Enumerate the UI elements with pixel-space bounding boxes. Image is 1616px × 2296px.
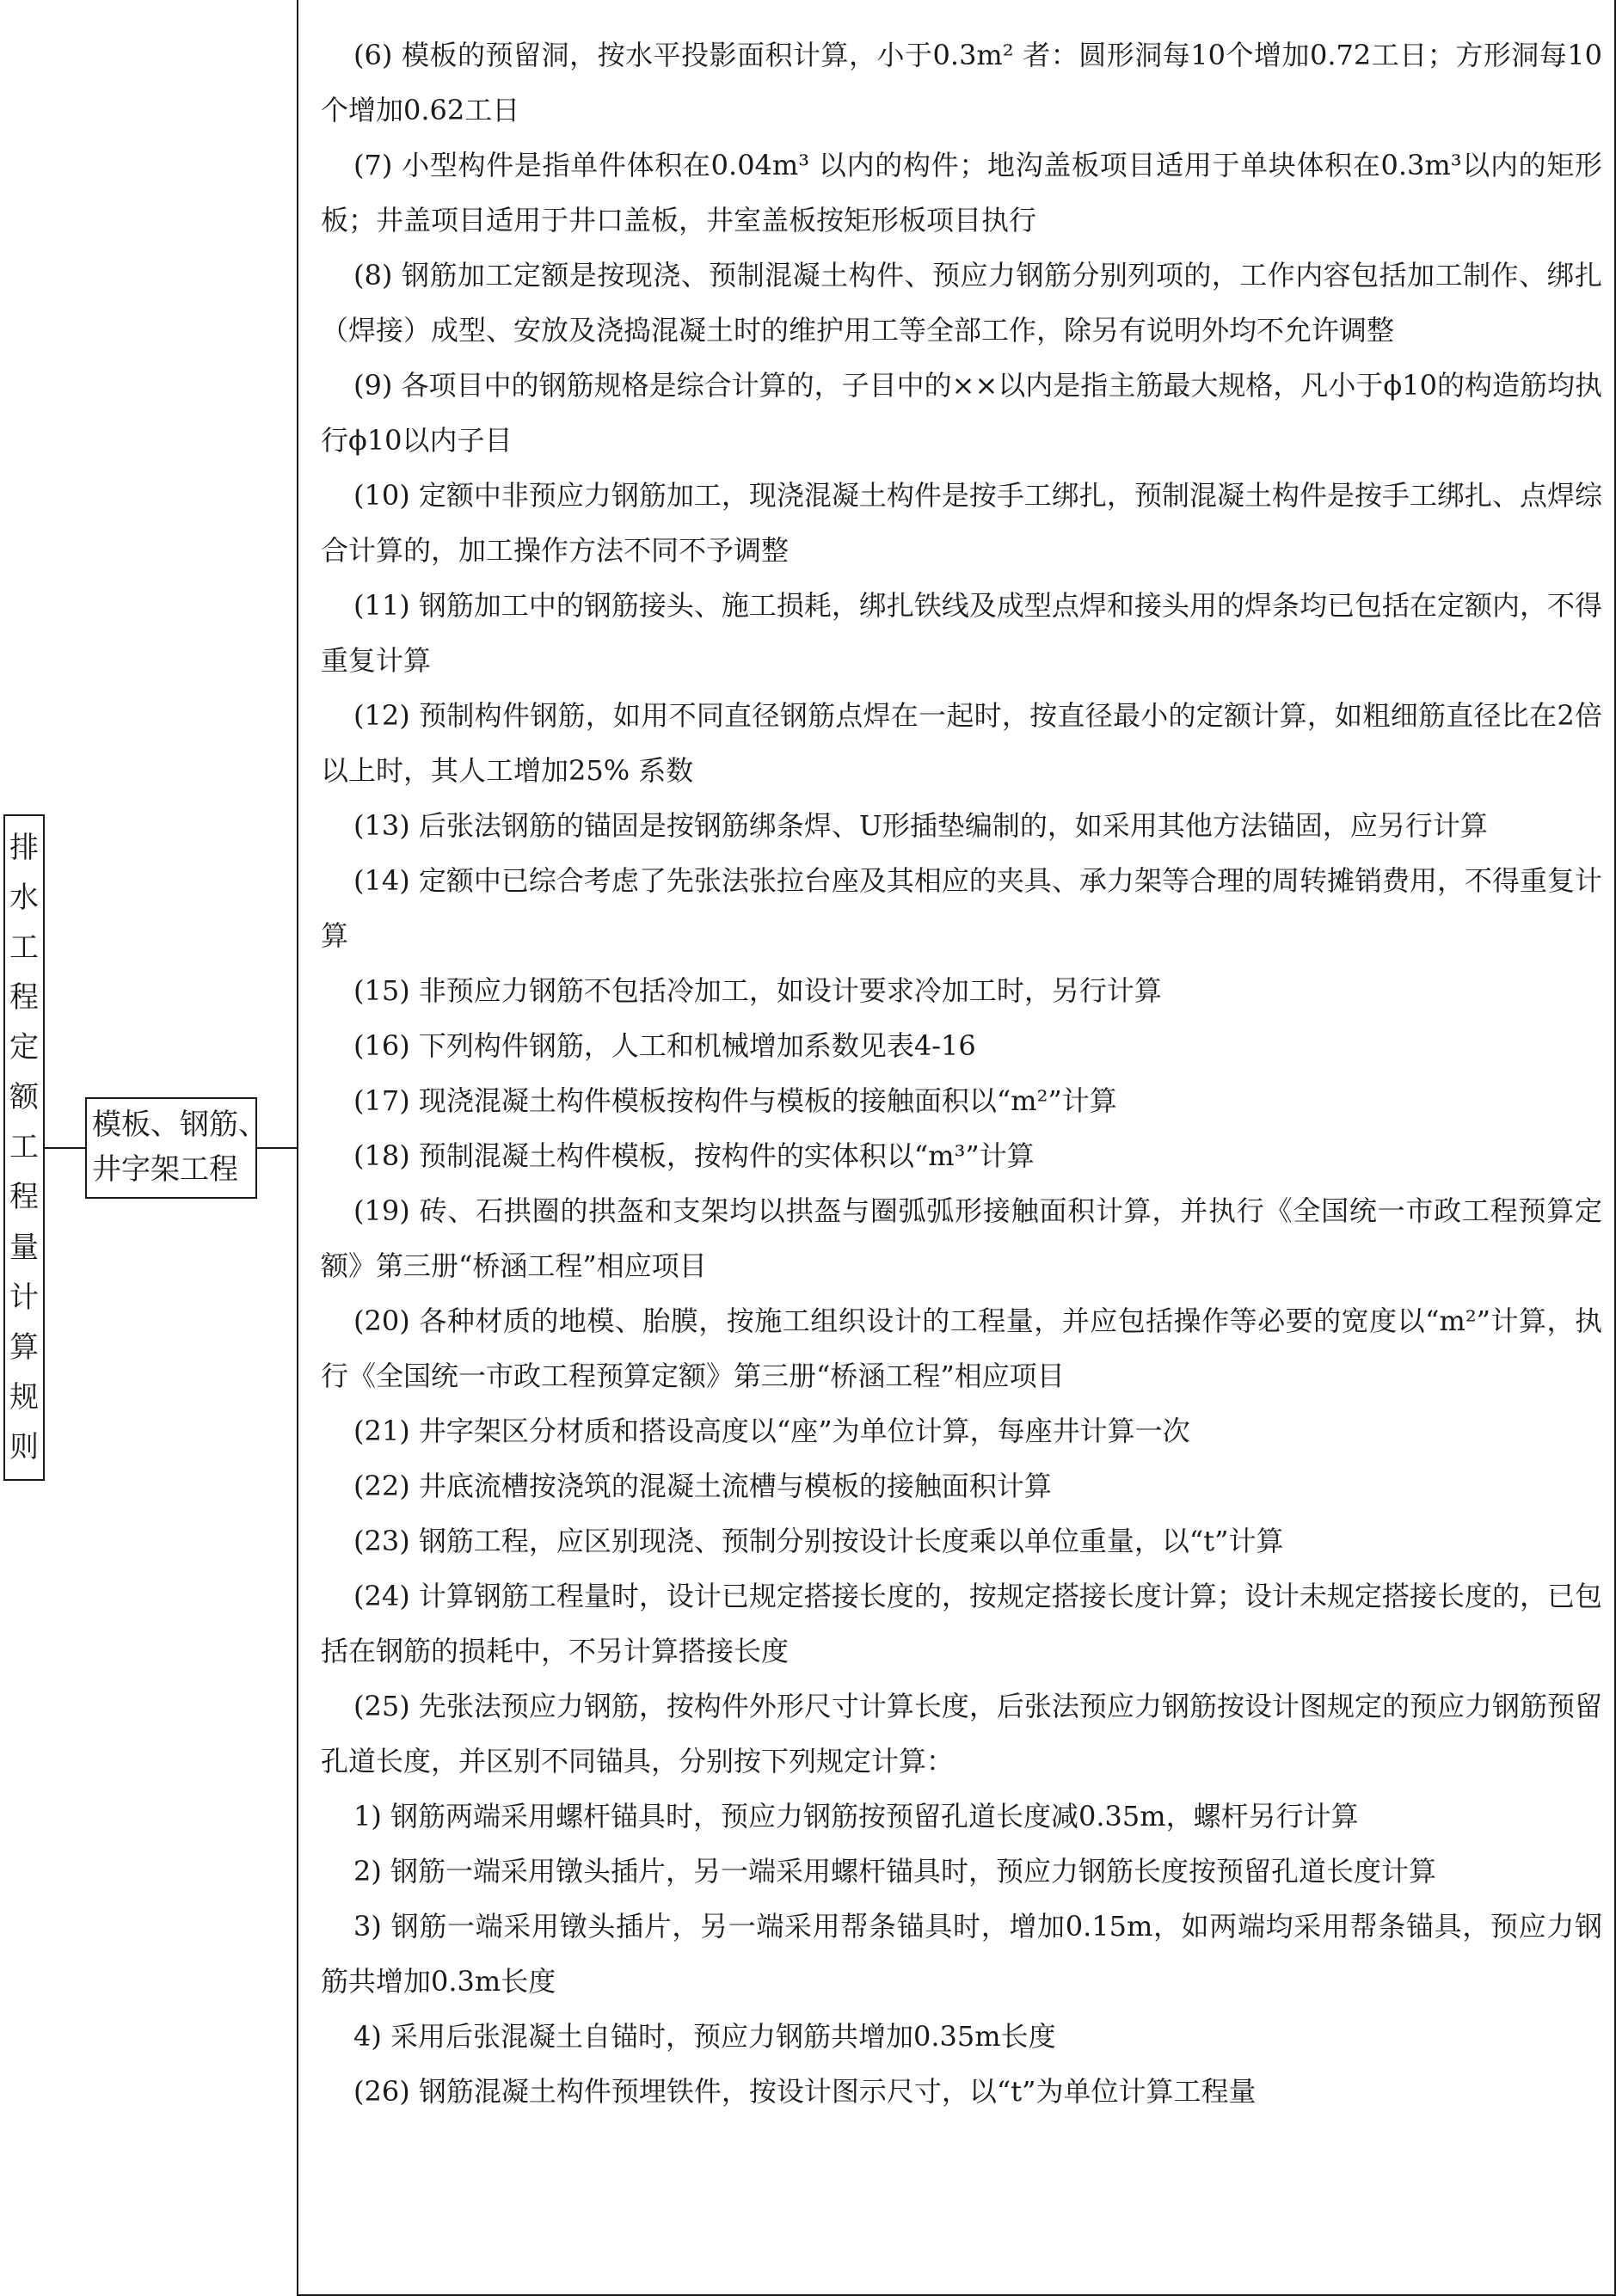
rule-item: 3) 钢筋一端采用镦头插片，另一端采用帮条锚具时，增加0.15m，如两端均采用帮条锚具，预应力钢筋共增加0.3m长度	[321, 1910, 1602, 1998]
rule-item: (8) 钢筋加工定额是按现浇、预制混凝土构件、预应力钢筋分别列项的，工作内容包括加工制作、绑扎（焊接）成型、安放及浇捣混凝土时的维护用工等全部工作，除另有说明外均不允许调整	[321, 259, 1602, 347]
left-title-char: 规	[9, 1379, 39, 1415]
left-title-char: 工	[9, 930, 39, 966]
left-title-char: 计	[9, 1280, 39, 1315]
left-title-char: 排	[9, 831, 39, 866]
connector-line-left	[45, 1147, 85, 1149]
left-title-char: 工	[9, 1130, 39, 1165]
connector-line-right	[257, 1147, 297, 1149]
rule-item: (7) 小型构件是指单件体积在0.04m³ 以内的构件；地沟盖板项目适用于单块体积在0.3m³以内的矩形板；井盖项目适用于井口盖板，井室盖板按矩形板项目执行	[321, 149, 1602, 236]
rule-item: (23) 钢筋工程，应区别现浇、预制分别按设计长度乘以单位重量，以“t”计算	[353, 1525, 1284, 1557]
category-line-2: 井字架工程	[92, 1152, 238, 1187]
rule-item: 2) 钢筋一端采用镦头插片，另一端采用螺杆锚具时，预应力钢筋长度按预留孔道长度计算	[353, 1855, 1437, 1888]
rule-item: 1) 钢筋两端采用螺杆锚具时，预应力钢筋按预留孔道长度减0.35m，螺杆另行计算	[353, 1800, 1359, 1833]
left-title-char: 算	[9, 1329, 39, 1365]
rule-item: 4) 采用后张混凝土自锚时，预应力钢筋共增加0.35m长度	[353, 2020, 1056, 2053]
rule-item: (12) 预制构件钢筋，如用不同直径钢筋点焊在一起时，按直径最小的定额计算，如粗细筋直径比在2倍以上时，其人工增加25% 系数	[321, 699, 1602, 787]
rules-content	[297, 0, 1616, 2296]
category-box	[85, 1097, 267, 1199]
rule-item: (21) 井字架区分材质和搭设高度以“座”为单位计算，每座井计算一次	[353, 1415, 1190, 1447]
left-title-char: 程	[9, 1180, 39, 1215]
rule-item: (16) 下列构件钢筋，人工和机械增加系数见表4-16	[353, 1029, 976, 1062]
left-title-char: 则	[9, 1429, 39, 1464]
rule-item: (25) 先张法预应力钢筋，按构件外形尺寸计算长度，后张法预应力钢筋按设计图规定的预应力钢筋预留孔道长度，并区别不同锚具，分别按下列规定计算：	[321, 1690, 1602, 1777]
rule-item: (18) 预制混凝土构件模板，按构件的实体积以“m³”计算	[353, 1139, 1035, 1172]
left-title-char: 额	[9, 1080, 39, 1115]
left-title-char: 量	[9, 1230, 39, 1265]
left-title-box	[3, 814, 45, 1481]
left-title-char: 水	[9, 881, 39, 916]
rule-item: (19) 砖、石拱圈的拱盔和支架均以拱盔与圈弧弧形接触面积计算，并执行《全国统一市政工程预算定额》第三册“桥涵工程”相应项目	[321, 1194, 1602, 1282]
left-title-char: 程	[9, 980, 39, 1016]
rule-item: (13) 后张法钢筋的锚固是按钢筋绑条焊、U形插垫编制的，如采用其他方法锚固，应另行计算	[353, 809, 1488, 842]
rule-item: (14) 定额中已综合考虑了先张法张拉台座及其相应的夹具、承力架等合理的周转摊销费用，不得重复计算	[321, 864, 1602, 952]
rule-item: (6) 模板的预留洞，按水平投影面积计算，小于0.3m² 者：圆形洞每10个增加0.72工日；方形洞每10个增加0.62工日	[321, 39, 1602, 126]
rule-item: (24) 计算钢筋工程量时，设计已规定搭接长度的，按规定搭接长度计算；设计未规定搭接长度的，已包括在钢筋的损耗中，不另计算搭接长度	[321, 1580, 1602, 1667]
rule-item: (10) 定额中非预应力钢筋加工，现浇混凝土构件是按手工绑扎，预制混凝土构件是按手工绑扎、点焊综合计算的，加工操作方法不同不予调整	[321, 479, 1602, 567]
rule-item: (9) 各项目中的钢筋规格是综合计算的，子目中的××以内是指主筋最大规格，凡小于ϕ10的构造筋均执行ϕ10以内子目	[321, 369, 1602, 457]
rule-item: (26) 钢筋混凝土构件预埋铁件，按设计图示尺寸，以“t”为单位计算工程量	[353, 2075, 1257, 2108]
rule-item: (20) 各种材质的地模、胎膜，按施工组织设计的工程量，并应包括操作等必要的宽度以“m²”计算，执行《全国统一市政工程预算定额》第三册“桥涵工程”相应项目	[321, 1305, 1602, 1392]
left-title-char: 定	[9, 1030, 39, 1065]
rule-item: (17) 现浇混凝土构件模板按构件与模板的接触面积以“m²”计算	[353, 1084, 1117, 1117]
category-line-1: 模板、钢筋、	[92, 1108, 267, 1142]
rule-item: (15) 非预应力钢筋不包括冷加工，如设计要求冷加工时，另行计算	[353, 974, 1162, 1007]
rule-item: (22) 井底流槽按浇筑的混凝土流槽与模板的接触面积计算	[353, 1470, 1052, 1502]
rule-item: (11) 钢筋加工中的钢筋接头、施工损耗，绑扎铁线及成型点焊和接头用的焊条均已包括在定额内，不得重复计算	[321, 589, 1602, 677]
